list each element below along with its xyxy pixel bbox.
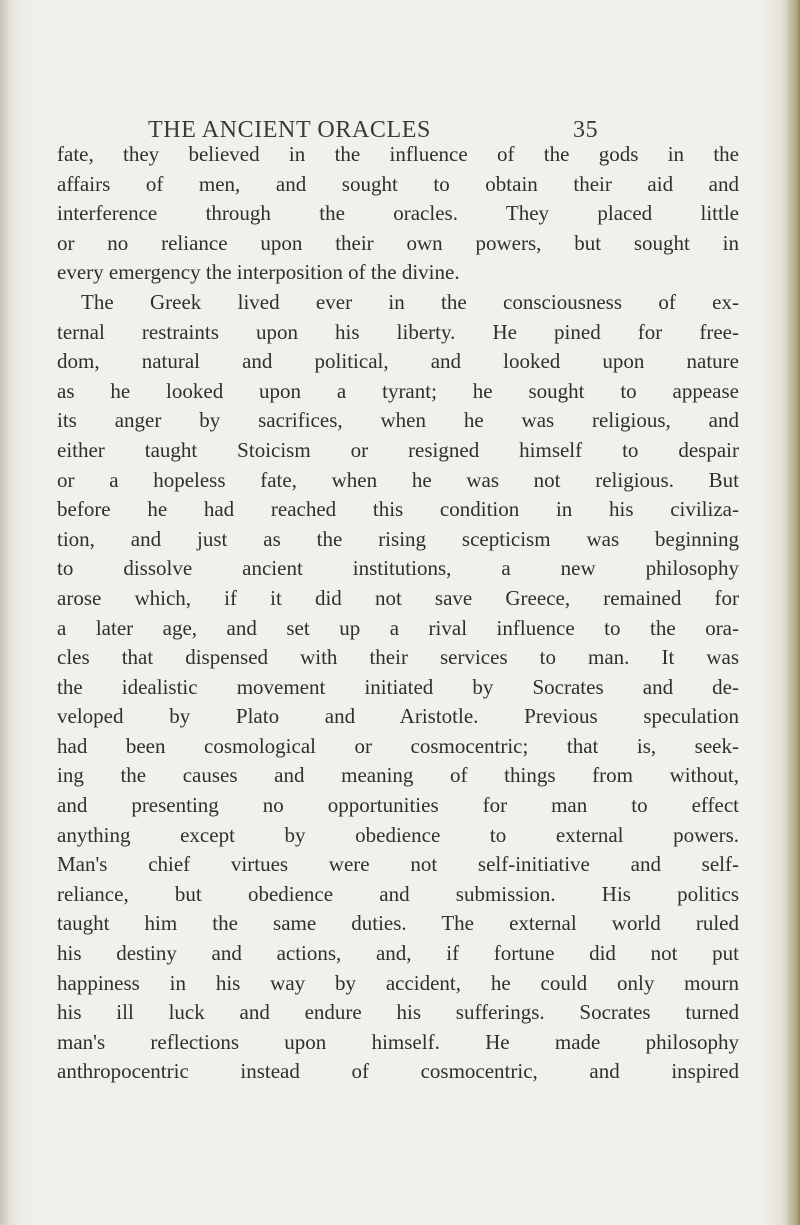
text-line: anthropocentric instead of cosmocentric, and inspired (57, 1059, 739, 1084)
text-line: cles that dispensed with their services to man. It was (57, 645, 739, 670)
text-line: or a hopeless fate, when he was not religious. But (57, 467, 739, 492)
text-line: to dissolve ancient institutions, a new philosophy (57, 556, 739, 581)
text-line: happiness in his way by accident, he could only mourn (57, 970, 739, 995)
text-line: as he looked upon a tyrant; he sought to appease (57, 378, 739, 403)
body-text (57, 140, 739, 1087)
text-line: before he had reached this condition in his civiliza- (57, 497, 739, 522)
text-line: ing the causes and meaning of things from without, (57, 763, 739, 788)
text-line: anything except by obedience to external powers. (57, 822, 739, 847)
text-line: his ill luck and endure his sufferings. Socrates turned (57, 1000, 739, 1025)
text-line: interference through the oracles. They placed little (57, 201, 739, 226)
text-line: every emergency the interposition of the divine. (57, 260, 460, 285)
text-line: and presenting no opportunities for man to effect (57, 793, 739, 818)
text-line: veloped by Plato and Aristotle. Previous speculation (57, 704, 739, 729)
text-line: had been cosmological or cosmocentric; that is, seek- (57, 733, 739, 758)
page-number: 35 (573, 117, 599, 143)
text-line: the idealistic movement initiated by Socrates and de- (57, 674, 739, 699)
running-title: THE ANCIENT ORACLES (148, 117, 431, 143)
text-line: dom, natural and political, and looked upon nature (57, 349, 739, 374)
text-line: affairs of men, and sought to obtain their aid and (57, 171, 739, 196)
text-line: its anger by sacrifices, when he was religious, and (57, 408, 739, 433)
text-line: reliance, but obedience and submission. His politics (57, 881, 739, 906)
text-line: tion, and just as the rising scepticism was beginning (57, 526, 739, 551)
text-line: The Greek lived ever in the consciousness of ex- (81, 289, 739, 314)
text-line: or no reliance upon their own powers, but sought in (57, 230, 739, 255)
text-line: arose which, if it did not save Greece, remained for (57, 585, 739, 610)
text-line: fate, they believed in the influence of the gods in the (57, 142, 739, 166)
text-line: either taught Stoicism or resigned himself to despair (57, 437, 739, 462)
text-line: his destiny and actions, and, if fortune did not put (57, 941, 739, 966)
text-line: Man's chief virtues were not self-initiative and self- (57, 852, 739, 877)
page-edge-shadow (786, 0, 800, 1225)
text-line: ternal restraints upon his liberty. He pined for free- (57, 319, 739, 344)
text-line: taught him the same duties. The external world ruled (57, 911, 739, 936)
page-gutter-shadow (0, 0, 10, 1225)
text-line: a later age, and set up a rival influence to the ora- (57, 615, 739, 640)
text-line: man's reflections upon himself. He made philosophy (57, 1029, 739, 1054)
